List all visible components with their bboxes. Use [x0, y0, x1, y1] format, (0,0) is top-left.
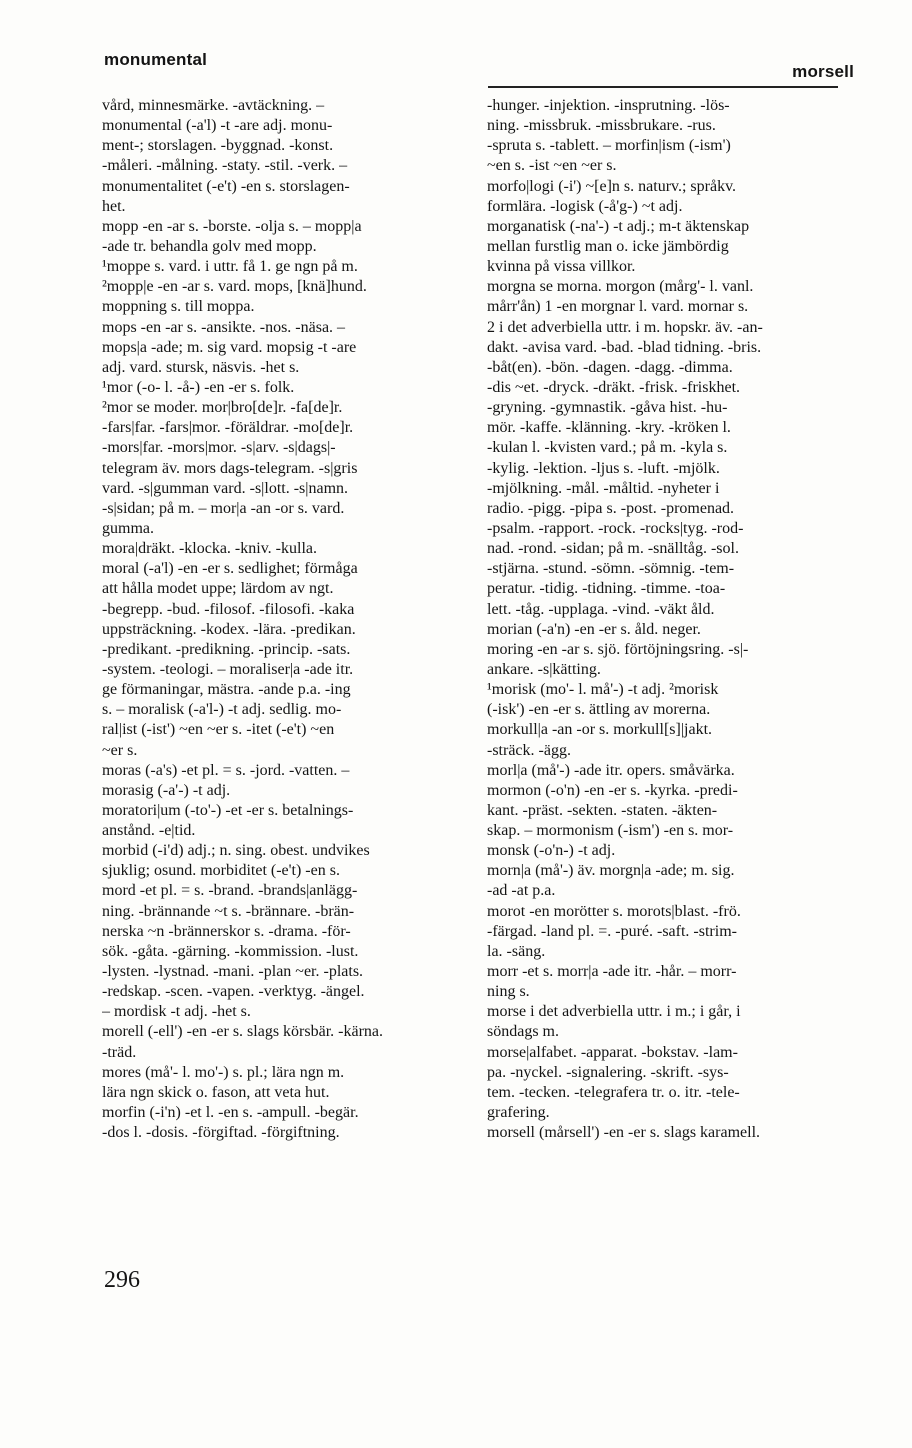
right-running-headword: morsell: [792, 62, 854, 81]
entry-line: adj. vard. stursk, näsvis. -het s.: [102, 358, 300, 376]
entry-line: morbid (-i'd) adj.; n. sing. obest. undvikes: [102, 842, 370, 860]
left-running-headword: monumental: [104, 50, 208, 69]
entry-line: morl|a (må'-) -ade itr. opers. småvärka.: [487, 761, 735, 779]
entry-line: mör. -kaffe. -klänning. -kry. -kröken l.: [487, 419, 731, 437]
entry-line: -psalm. -rapport. -rock. -rocks|tyg. -rod-: [487, 519, 744, 537]
entry-line: sök. -gåta. -gärning. -kommission. -lust.: [102, 942, 359, 960]
entry-line: söndags m.: [487, 1023, 559, 1041]
entry-line: morn|a (må'-) äv. morgn|a -ade; m. sig.: [487, 862, 735, 880]
entry-line: ²mor se moder. mor|bro[de]r. -fa[de]r.: [102, 399, 343, 417]
entry-line: morfo|logi (-i') ~[e]n s. naturv.; språkv.: [487, 177, 737, 195]
right-column: [487, 96, 849, 1143]
entry-line: morian (-a'n) -en -er s. åld. neger.: [487, 620, 701, 638]
entry-line: -hunger. -injektion. -insprutning. -lös-: [487, 97, 730, 114]
entry-line: – mordisk -t adj. -het s.: [102, 1003, 251, 1021]
entry-line: -ad -at p.a.: [487, 882, 556, 900]
entry-line: mopp -en -ar s. -borste. -olja s. – mopp|a: [102, 217, 362, 235]
entry-line: kant. -präst. -sekten. -staten. -äkten-: [487, 801, 718, 819]
entry-line: -begrepp. -bud. -filosof. -filosofi. -kaka: [102, 600, 355, 618]
entry-line: sjuklig; osund. morbiditet (-e't) -en s.: [102, 862, 340, 880]
entry-line: mårr'ån) 1 -en morgnar l. vard. mornar s.: [487, 298, 749, 316]
entry-line: morganatisk (-na'-) -t adj.; m-t äktenskap: [487, 217, 750, 235]
entry-line: ning. -brännande ~t s. -brännare. -brän-: [102, 902, 355, 920]
entry-line: morell (-ell') -en -er s. slags körsbär. -kärna.: [102, 1023, 383, 1041]
entry-line: ¹morisk (mo'- l. må'-) -t adj. ²morisk: [487, 681, 719, 699]
entry-line: morfin (-i'n) -et l. -en s. -ampull. -begär.: [102, 1104, 359, 1122]
entry-line: mellan furstlig man o. icke jämbördig: [487, 237, 729, 255]
entry-line: ning. -missbruk. -missbrukare. -rus.: [487, 117, 716, 135]
entry-line: ning s.: [487, 983, 530, 1001]
entry-line: moras (-a's) -et pl. = s. -jord. -vatten. –: [102, 761, 350, 779]
entry-line: s. – moralisk (-a'l-) -t adj. sedlig. mo-: [102, 701, 342, 719]
entry-line: (-isk') -en -er s. ättling av morerna.: [487, 701, 711, 719]
entry-line: moring -en -ar s. sjö. förtöjningsring. -s|-: [487, 640, 749, 658]
entry-line: la. -säng.: [487, 942, 546, 960]
entry-line: morgna se morna. morgon (mårg'- l. vanl.: [487, 278, 754, 296]
entry-line: morasig (-a'-) -t adj.: [102, 781, 231, 799]
entry-line: morr -et s. morr|a -ade itr. -hår. – morr-: [487, 963, 737, 981]
entry-line: monsk (-o'n-) -t adj.: [487, 842, 616, 860]
entry-line: -system. -teologi. – moraliser|a -ade itr.: [102, 660, 354, 678]
entry-line: formlära. -logisk (-å'g-) ~t adj.: [487, 197, 683, 215]
header-rule: [488, 86, 838, 88]
entry-line: mops|a -ade; m. sig vard. mopsig -t -are: [102, 338, 357, 356]
entry-line: -redskap. -scen. -vapen. -verktyg. -ängel.: [102, 983, 365, 1001]
entry-line: lett. -tåg. -upplaga. -vind. -väkt åld.: [487, 600, 715, 618]
entry-line: -mors|far. -mors|mor. -s|arv. -s|dags|-: [102, 439, 336, 457]
entry-line: anstånd. -e|tid.: [102, 822, 196, 840]
entry-line: kvinna på vissa villkor.: [487, 258, 636, 276]
entry-line: -stjärna. -stund. -sömn. -sömnig. -tem-: [487, 560, 735, 578]
entry-line: skap. – mormonism (-ism') -en s. mor-: [487, 822, 734, 840]
entry-line: -dis ~et. -dryck. -dräkt. -frisk. -friskhet.: [487, 378, 741, 396]
entry-line: -kulan l. -kvisten vard.; på m. -kyla s.: [487, 439, 728, 457]
entry-line: morot -en morötter s. morots|blast. -frö.: [487, 902, 741, 920]
entry-line: ankare. -s|kätting.: [487, 660, 601, 678]
entry-line: -s|sidan; på m. – mor|a -an -or s. vard.: [102, 499, 345, 517]
entry-line: monumentalitet (-e't) -en s. storslagen-: [102, 177, 350, 195]
entry-line: -dos l. -dosis. -förgiftad. -förgiftning.: [102, 1124, 340, 1142]
entry-line: -lysten. -lystnad. -mani. -plan ~er. -plats.: [102, 963, 364, 981]
entry-line: moratori|um (-to'-) -et -er s. betalnings-: [102, 801, 354, 819]
entry-line: morkull|a -an -or s. morkull[s]|jakt.: [487, 721, 713, 739]
entry-line: vård, minnesmärke. -avtäckning. –: [102, 97, 325, 114]
entry-line: -kylig. -lektion. -ljus s. -luft. -mjölk.: [487, 459, 720, 477]
entry-line: lära ngn skick o. fason, att veta hut.: [102, 1083, 330, 1101]
page-number: 296: [104, 1267, 140, 1293]
entry-line: nerska ~n -brännerskor s. -drama. -för-: [102, 922, 351, 940]
entry-line: -båt(en). -bön. -dagen. -dagg. -dimma.: [487, 358, 733, 376]
entry-line: att hålla modet uppe; lärdom av ngt.: [102, 580, 334, 598]
entry-line: monumental (-a'l) -t -are adj. monu-: [102, 117, 333, 135]
entry-line: -ade tr. behandla golv med mopp.: [102, 237, 317, 255]
entry-line: grafering.: [487, 1104, 550, 1122]
entry-line: -måleri. -målning. -staty. -stil. -verk. –: [102, 157, 348, 175]
entry-line: mora|dräkt. -klocka. -kniv. -kulla.: [102, 540, 317, 558]
entry-line: dakt. -avisa vard. -bad. -blad tidning. -bris.: [487, 338, 762, 356]
entry-line: vard. -s|gumman vard. -s|lott. -s|namn.: [102, 479, 349, 497]
entry-line: ~en s. -ist ~en ~er s.: [487, 157, 617, 175]
entry-line: ²mopp|e -en -ar s. vard. mops, [knä]hund.: [102, 278, 367, 296]
entry-line: moppning s. till moppa.: [102, 298, 255, 316]
entry-line: het.: [102, 197, 126, 215]
left-column: [102, 96, 458, 1143]
entry-line: -gryning. -gymnastik. -gåva hist. -hu-: [487, 399, 728, 417]
entry-line: telegram äv. mors dags-telegram. -s|gris: [102, 459, 358, 477]
entry-line: nad. -rond. -sidan; på m. -snälltåg. -sol.: [487, 540, 739, 558]
entry-line: -färgad. -land pl. =. -puré. -saft. -strim-: [487, 922, 737, 940]
entry-line: -sträck. -ägg.: [487, 741, 571, 759]
entry-line: ¹mor (-o- l. -å-) -en -er s. folk.: [102, 378, 295, 396]
entry-line: ral|ist (-ist') ~en ~er s. -itet (-e't) ~en: [102, 721, 335, 739]
entry-line: ge förmaningar, mästra. -ande p.a. -ing: [102, 681, 351, 699]
entry-line: tem. -tecken. -telegrafera tr. o. itr. -tele-: [487, 1083, 740, 1101]
entry-line: ~er s.: [102, 741, 138, 759]
entry-line: pa. -nyckel. -signalering. -skrift. -sys-: [487, 1063, 729, 1081]
entry-line: gumma.: [102, 519, 154, 537]
entry-line: peratur. -tidig. -tidning. -timme. -toa-: [487, 580, 726, 598]
entry-line: mormon (-o'n) -en -er s. -kyrka. -predi-: [487, 781, 738, 799]
entry-line: -fars|far. -fars|mor. -föräldrar. -mo[de]r.: [102, 419, 354, 437]
entry-line: -spruta s. -tablett. – morfin|ism (-ism'): [487, 137, 731, 155]
entry-line: -mjölkning. -mål. -måltid. -nyheter i: [487, 479, 720, 497]
entry-line: ¹moppe s. vard. i uttr. få 1. ge ngn på m.: [102, 258, 358, 276]
entry-line: -predikant. -predikning. -princip. -sats.: [102, 640, 351, 658]
entry-line: morse i det adverbiella uttr. i m.; i går, i: [487, 1003, 741, 1021]
entry-line: morse|alfabet. -apparat. -bokstav. -lam-: [487, 1043, 738, 1061]
entry-line: 2 i det adverbiella uttr. i m. hopskr. äv. -an-: [487, 318, 763, 336]
entry-line: radio. -pigg. -pipa s. -post. -promenad.: [487, 499, 735, 517]
entry-line: mord -et pl. = s. -brand. -brands|anlägg-: [102, 882, 358, 900]
entry-line: moral (-a'l) -en -er s. sedlighet; förmåga: [102, 560, 358, 578]
entry-line: mores (må'- l. mo'-) s. pl.; lära ngn m.: [102, 1063, 345, 1081]
entry-line: uppsträckning. -kodex. -lära. -predikan.: [102, 620, 356, 638]
entry-line: mops -en -ar s. -ansikte. -nos. -näsa. –: [102, 318, 346, 336]
entry-line: ment-; storslagen. -byggnad. -konst.: [102, 137, 334, 155]
entry-line: -träd.: [102, 1043, 137, 1061]
entry-line: morsell (mårsell') -en -er s. slags karamell.: [487, 1124, 761, 1142]
